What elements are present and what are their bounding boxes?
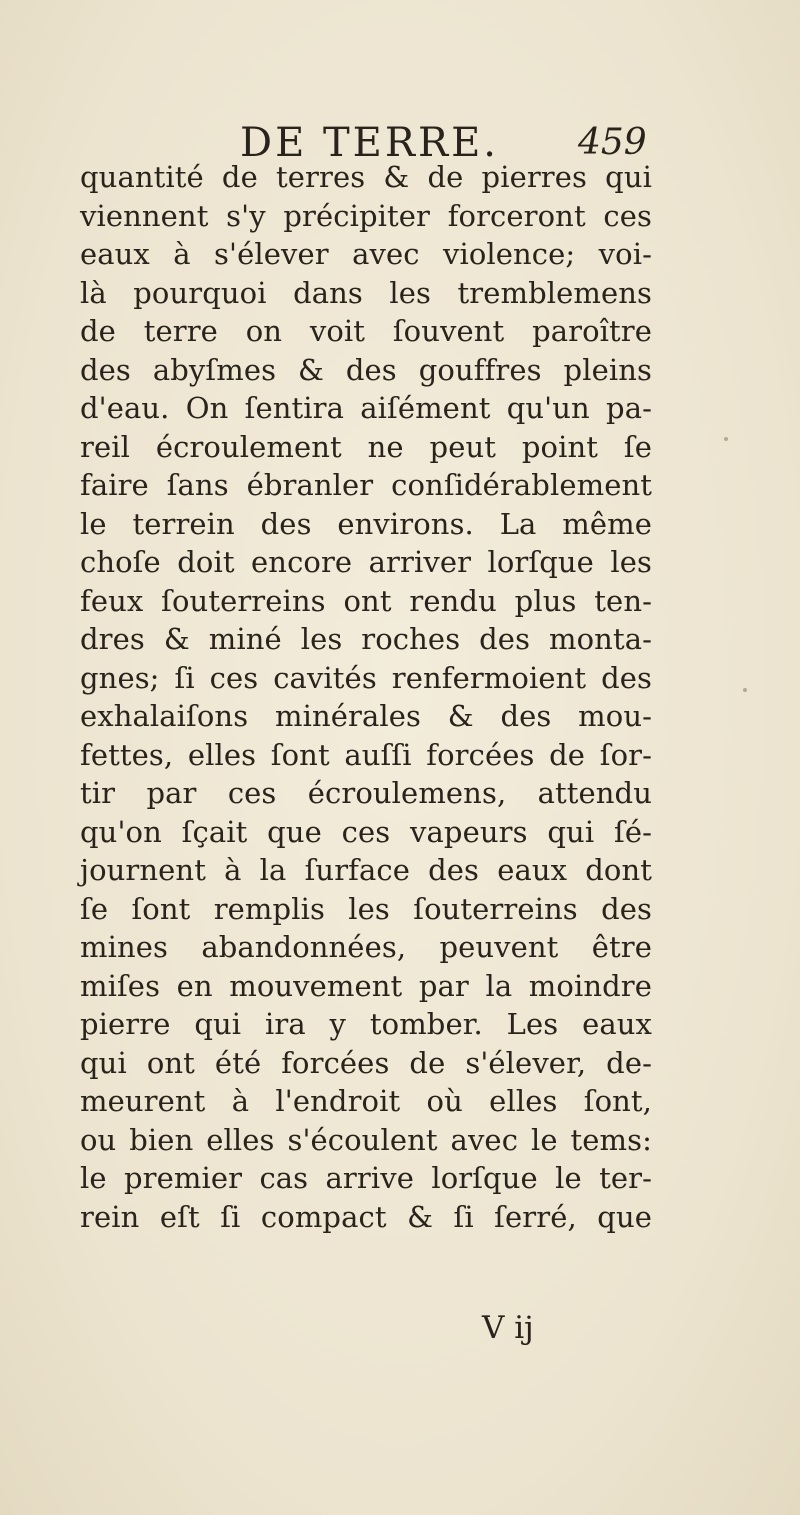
text-line: gnes; ſi ces cavités renfermoient des bbox=[80, 660, 652, 695]
text-line: choſe doit encore arriver lorſque les bbox=[80, 545, 652, 579]
paper-speck bbox=[724, 437, 728, 441]
text-line: miſes en mouvement par la moindre bbox=[80, 968, 652, 1003]
text-line: rein eſt ſi compact & ſi ſerré, que bbox=[80, 1199, 652, 1234]
body-text bbox=[80, 158, 652, 1236]
paper-speck bbox=[743, 688, 747, 692]
text-line: ou bien elles s'écoulent avec le tems: bbox=[80, 1122, 652, 1157]
text-line: feux ſouterreins ont rendu plus ten- bbox=[80, 583, 652, 618]
text-line: meurent à l'endroit où elles ſont, bbox=[80, 1084, 652, 1118]
text-line: ſe ſont remplis les ſouterreins des bbox=[80, 891, 652, 926]
text-line: le premier cas arrive lorſque le ter- bbox=[80, 1161, 652, 1195]
text-line: eaux à s'élever avec violence; voi- bbox=[80, 237, 652, 271]
text-line: viennent s'y précipiter forceront ces bbox=[80, 198, 652, 233]
running-head: DE TERRE. bbox=[240, 120, 500, 166]
text-line: des abyſmes & des gouffres pleins bbox=[80, 352, 652, 387]
signature-mark: V ij bbox=[482, 1310, 534, 1346]
text-line: de terre on voit ſouvent paroître bbox=[80, 314, 652, 348]
text-line: reil écroulement ne peut point ſe bbox=[80, 429, 652, 464]
text-line: fettes, elles ſont auſſi forcées de ſor- bbox=[80, 737, 652, 772]
text-line: là pourquoi dans les tremblemens bbox=[80, 275, 652, 310]
text-line: faire ſans ébranler conſidérablement bbox=[80, 468, 652, 502]
text-line: mines abandonnées, peuvent être bbox=[80, 930, 652, 964]
text-line: quantité de terres & de pierres qui bbox=[80, 160, 652, 194]
text-line: tir par ces écroulemens, attendu bbox=[80, 776, 652, 810]
text-line: d'eau. On ſentira aiſément qu'un pa- bbox=[80, 391, 652, 425]
text-line: le terrein des environs. La même bbox=[80, 506, 652, 541]
text-line: exhalaiſons minérales & des mou- bbox=[80, 699, 652, 733]
text-line: qu'on ſçait que ces vapeurs qui ſé- bbox=[80, 814, 652, 849]
text-line: pierre qui ira y tomber. Les eaux bbox=[80, 1007, 652, 1041]
text-line: journent à la ſurface des eaux dont bbox=[80, 853, 652, 887]
page-number: 459 bbox=[578, 122, 647, 163]
text-line: dres & miné les roches des monta- bbox=[80, 622, 652, 656]
text-line: qui ont été forcées de s'élever, de- bbox=[80, 1045, 652, 1080]
